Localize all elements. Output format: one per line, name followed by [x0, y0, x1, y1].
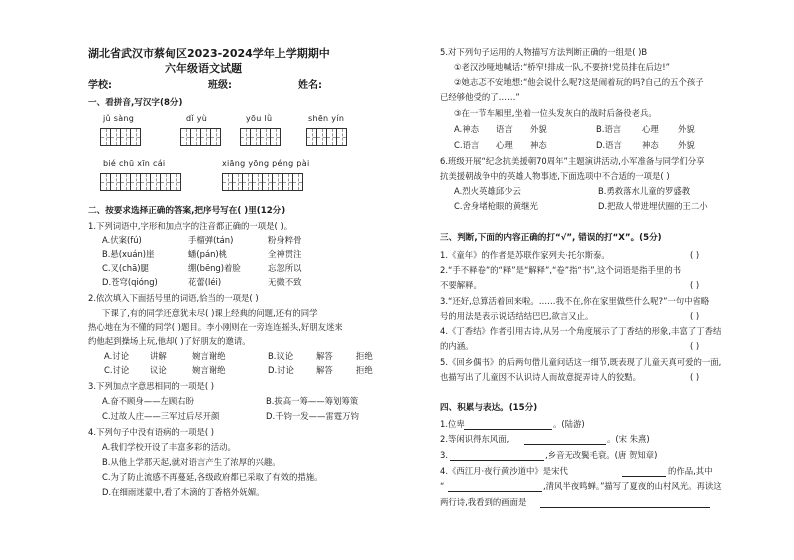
judge-2: 2.“手不释卷”的“释”是“解释”,“卷”指“书”,这个词语是指手里的书 — [440, 265, 681, 275]
judge-5-answer[interactable]: ( ) — [690, 372, 700, 382]
q3-optB: B.拔高一筹——筹划筹策 — [266, 396, 359, 406]
q5-optB-3: 外貌 — [678, 124, 695, 134]
judge-4-cont: 的内涵。 — [440, 341, 474, 351]
q2-para-3: 约他起到操场上玩,他却( )了好朋友的邀请。 — [88, 336, 251, 346]
fill-4-line1b: 的作品,其中 — [668, 466, 713, 476]
q3-optA: A.奋不顾身——左顾右盼 — [102, 396, 194, 406]
q5-item-1: ①老汉沙哑地喊话:“桥窄!排成一队,不要挤!党员排在后边!” — [454, 62, 670, 72]
q1-optC-2: 绷(bēng)着脸 — [188, 263, 241, 273]
q2-optA-2: 讲解 — [150, 351, 167, 361]
q2-optD-1: D.讨论 — [268, 365, 294, 375]
section2-heading: 二、按要求选择正确的答案,把序号写在( )里(12分) — [88, 206, 286, 216]
q4-optA: A.我们学校开设了丰富多彩的活动。 — [102, 442, 236, 452]
q5-optD-2: 神态 — [642, 140, 659, 150]
q2-para-2: 热心地在为不懂的同学( )题目。李小刚则在一旁连连摇头,好朋友迷来 — [88, 322, 343, 332]
answer-grid-3[interactable] — [240, 128, 281, 146]
q2-optC-3: 婉言谢绝 — [192, 365, 226, 375]
q2-optB-1: B.议论 — [268, 351, 294, 361]
fill-2-tail: 。(宋 朱熹) — [607, 434, 650, 444]
q2-optD-3: 拒绝 — [356, 365, 373, 375]
q6-optC: C.舍身堵枪眼的黄继光 — [454, 201, 538, 211]
q5-optD-1: D.语言 — [596, 140, 622, 150]
q6-optD: D.把敌人带进埋伏圈的王二小 — [598, 201, 708, 211]
fill-4-line1a: 4.《西江月·夜行黄沙道中》是宋代 — [440, 466, 568, 476]
q1-optD-2: 花蕾(léi) — [188, 277, 222, 287]
judge-4: 4.《丁香结》作者引用古诗,从另一个角度展示了丁香结的形象,丰富了丁香结 — [440, 326, 722, 336]
judge-3-cont: 号的用法是表示说话结结巴巴,欲言又止。 — [440, 311, 594, 321]
q5-item-2: ②她志忑不安地想:“他会说什么呢?这是闹着玩的吗?自己的五个孩子 — [454, 77, 704, 87]
q5-item-2-cont: 已经够他受的了……” — [440, 92, 520, 102]
q4-optD: D.在细雨迷蒙中,看了木滴的丁香格外妩媚。 — [102, 487, 265, 497]
q2-optA-3: 婉言谢绝 — [192, 351, 226, 361]
q6-optB: B.勇救落水儿童的罗盛教 — [598, 186, 691, 196]
judge-2-cont: 不要解释。 — [440, 280, 482, 290]
fill-4-scene-blank[interactable] — [540, 507, 710, 508]
fill-3-tail: ,乡音无改鬓毛衰。(唐 贺知章) — [545, 450, 658, 460]
q1-optB-2: 蟠(pán)桃 — [188, 249, 228, 259]
q5-item-3: ③在一节车厢里,坐着一位头发灰白的战时后备役老兵。 — [454, 108, 657, 118]
judge-1-answer[interactable]: ( ) — [690, 250, 700, 260]
class-label: 班级: — [208, 80, 232, 91]
answer-grid-2[interactable] — [180, 128, 221, 146]
q6-optA: A.烈火英雄邱少云 — [454, 186, 521, 196]
q5-optB-1: B.语言 — [596, 124, 622, 134]
judge-1: 1.《童年》的作者是苏联作家列夫·托尔斯泰。 — [440, 250, 610, 260]
fill-4-author-blank[interactable] — [622, 476, 666, 477]
name-label: 姓名: — [298, 80, 322, 91]
fill-4-line3: 两行诗,我看到的画面是 — [440, 497, 527, 507]
q2-para-1: 下课了,有的同学还意犹未尽( )课上经典的问题,还有的同学 — [102, 308, 318, 318]
pinyin-xiang-yong-peng-pai: xiāng yōng péng pài — [222, 159, 310, 168]
q5-optC-3: 神态 — [530, 140, 547, 150]
pinyin-di-yu: dǐ yù — [186, 114, 208, 123]
q1-optC-3: 忘忽所以 — [268, 263, 302, 273]
answer-grid-4[interactable] — [306, 128, 347, 146]
q6-line-2: 抗美援朝战争中的英雄人物事迹,下面选项中不合适的一项是( ) — [440, 171, 670, 181]
pinyin-ju-sang: jǔ sàng — [103, 114, 135, 123]
pinyin-bie-chu-xin-cai: bié chū xīn cái — [103, 159, 166, 168]
q5-stem: 5.对下列句子运用的人物描写方法判断正确的一组是( )B — [440, 47, 648, 57]
pinyin-you-lv: yōu lǜ — [246, 114, 273, 123]
q5-optC-1: C.语言 — [454, 140, 480, 150]
fill-1-prefix: 1.位卑 — [440, 419, 465, 429]
judge-3: 3.“还好,总算活着回来啦。……我不在,你在家里做些什么呢?”一句中省略 — [440, 296, 710, 306]
q2-optA-1: A.讨论 — [104, 351, 129, 361]
q3-optC: C.过故人庄——三军过后尽开颜 — [102, 411, 220, 421]
q5-optC-2: 心理 — [496, 140, 513, 150]
q1-optB-3: 全神贯注 — [268, 249, 302, 259]
q3-stem: 3.下列加点字意思相同的一项是( ) — [88, 381, 215, 391]
judge-2-answer[interactable]: ( ) — [690, 280, 700, 290]
q2-stem: 2.依次填入下面括号里的词语,恰当的一项是( ) — [88, 293, 259, 303]
q4-stem: 4.下列句子中没有语病的一项是( ) — [88, 427, 215, 437]
fill-4-line2b: ,清风半夜鸣蝉。”描写了夏夜的山村风光。再读这 — [543, 481, 722, 491]
q5-optA-2: 语言 — [496, 124, 513, 134]
q2-optB-3: 拒绝 — [356, 351, 373, 361]
q1-optD-3: 无微不致 — [268, 277, 302, 287]
section3-heading: 三、判断,下面的内容正确的打“√”, 错误的打“X”。(5分) — [440, 233, 662, 243]
fill-3-blank[interactable] — [450, 460, 544, 461]
q3-optD: D.千钧一发——雷霆万钧 — [266, 411, 359, 421]
section4-heading: 四、积累与表达。(15分) — [440, 403, 538, 413]
q1-optD-1: D.苍穹(qióng) — [102, 277, 158, 287]
exam-title-line2: 六年级语文试题 — [165, 62, 242, 75]
q5-optA-1: A.神态 — [454, 124, 479, 134]
q1-optA-1: A.伏案(fú) — [102, 235, 142, 245]
fill-4-verse-blank[interactable] — [448, 491, 542, 492]
q6-line-1: 6.班级开展“纪念抗美援朝70周年”主题演讲活动,小军准备与同学们分享 — [440, 156, 705, 166]
q2-optC-1: C.讨论 — [104, 365, 130, 375]
q4-optB: B.从他上学那天起,就对语言产生了浓厚的兴趣。 — [102, 457, 281, 467]
q2-optC-2: 议论 — [150, 365, 167, 375]
fill-3-prefix: 3. — [440, 450, 448, 460]
answer-grid-6[interactable] — [222, 173, 303, 191]
fill-1-blank[interactable] — [464, 429, 552, 430]
q2-optD-2: 解答 — [316, 365, 333, 375]
answer-grid-1[interactable] — [100, 128, 141, 146]
judge-3-answer[interactable]: ( ) — [690, 311, 700, 321]
judge-4-answer[interactable]: ( ) — [690, 341, 700, 351]
judge-5: 5.《回乡偶书》的后两句借儿童问话这一细节,既表现了儿童天真可爱的一面, — [440, 357, 722, 367]
q1-stem: 1.下列词语中,字形和加点字的注音都正确的一项是( )。 — [88, 221, 293, 231]
q1-optA-2: 手榴弹(tán) — [188, 235, 234, 245]
q1-optB-1: B.悬(xuán)崖 — [102, 249, 155, 259]
q1-optC-1: C.叉(chā)腿 — [102, 263, 149, 273]
q5-optA-3: 外貌 — [530, 124, 547, 134]
q5-optD-3: 外貌 — [678, 140, 695, 150]
exam-title-line1: 湖北省武汉市蔡甸区2023-2024学年上学期期中 — [88, 47, 330, 60]
school-label: 学校: — [88, 80, 112, 91]
q1-optA-3: 粉身粹骨 — [268, 235, 302, 245]
answer-grid-5[interactable] — [100, 173, 181, 191]
pinyin-shen-yin: shēn yín — [308, 114, 345, 123]
q5-optB-2: 心理 — [642, 124, 659, 134]
fill-4-line2a: “ — [440, 481, 445, 491]
q2-optB-2: 解答 — [316, 351, 333, 361]
fill-2-prefix: 2.等闲识得东风面, — [440, 434, 510, 444]
fill-1-tail: 。(陆游) — [553, 419, 585, 429]
section1-heading: 一、看拼音,写汉字(8分) — [88, 98, 183, 108]
q4-optC: C.为了防止流感不再蔓延,各级政府都已采取了有效的措施。 — [102, 472, 323, 482]
judge-5-cont: 也描写出了儿童因不认识诗人而故意捉弄诗人的狡黠。 — [440, 372, 641, 382]
fill-2-blank[interactable] — [524, 444, 606, 445]
